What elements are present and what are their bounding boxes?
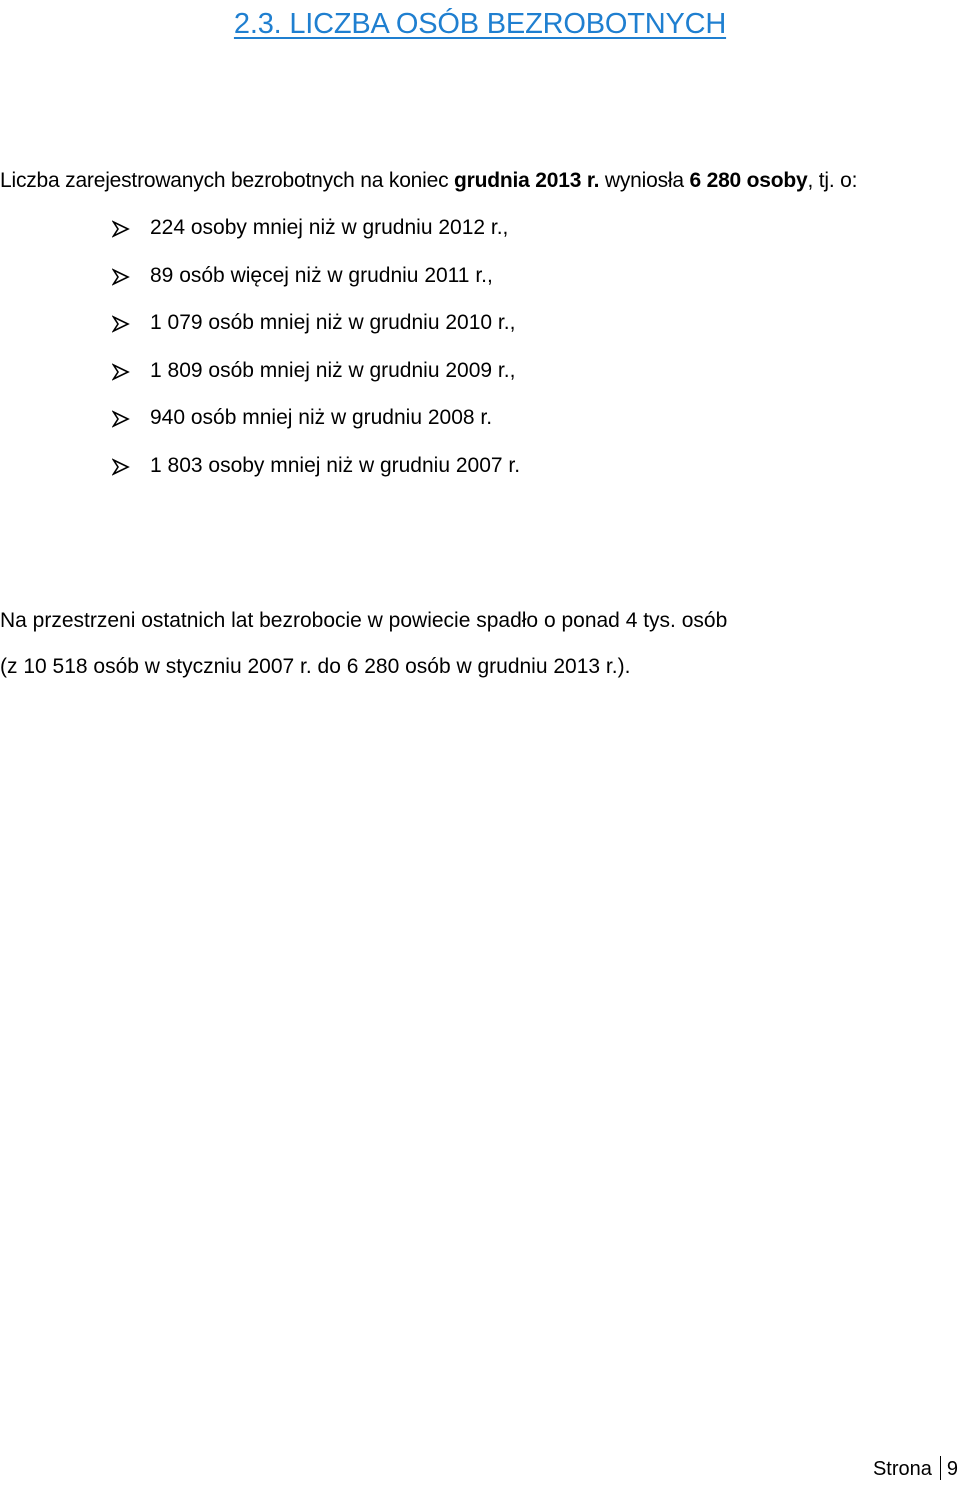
arrowhead-bullet-icon [112,315,130,333]
summary-line-1: Na przestrzeni ostatnich lat bezrobocie w powiecie spadło o ponad 4 tys. osób [0,609,728,632]
page-footer [873,1456,958,1482]
list-item-text: 1 809 osób mniej niż w grudniu 2009 r., [150,358,516,382]
list-item-text: 1 803 osoby mniej niż w grudniu 2007 r. [150,453,521,477]
footer-divider [940,1456,941,1480]
arrowhead-bullet-icon [112,458,130,476]
summary-line-2: (z 10 518 osób w styczniu 2007 r. do 6 280 osób w grudniu 2013 r.). [0,655,631,678]
list-item-text: 224 osoby mniej niż w grudniu 2012 r., [150,216,509,239]
footer-label: Strona [872,1458,932,1480]
arrowhead-bullet-icon [112,410,130,428]
page-number: 9 [946,1458,958,1480]
intro-text-2: wyniosła [599,169,690,192]
summary-paragraph [0,598,727,690]
arrowhead-bullet-icon [112,363,130,381]
intro-bold-date: grudnia 2013 r. [454,169,600,192]
section-heading: 2.3. LICZBA OSÓB BEZROBOTNYCH [233,8,727,40]
arrowhead-bullet-icon [112,220,130,238]
list-item-text: 940 osób mniej niż w grudniu 2008 r. [150,406,493,429]
intro-text-3: , tj. o: [807,169,858,192]
intro-paragraph [0,166,857,196]
arrowhead-bullet-icon [112,268,130,286]
list-item-text: 89 osób więcej niż w grudniu 2011 r., [150,263,493,287]
intro-bold-count: 6 280 osoby [689,169,808,192]
list-item-text: 1 079 osób mniej niż w grudniu 2010 r., [150,311,516,334]
intro-text-1: Liczba zarejestrowanych bezrobotnych na koniec [0,169,455,192]
